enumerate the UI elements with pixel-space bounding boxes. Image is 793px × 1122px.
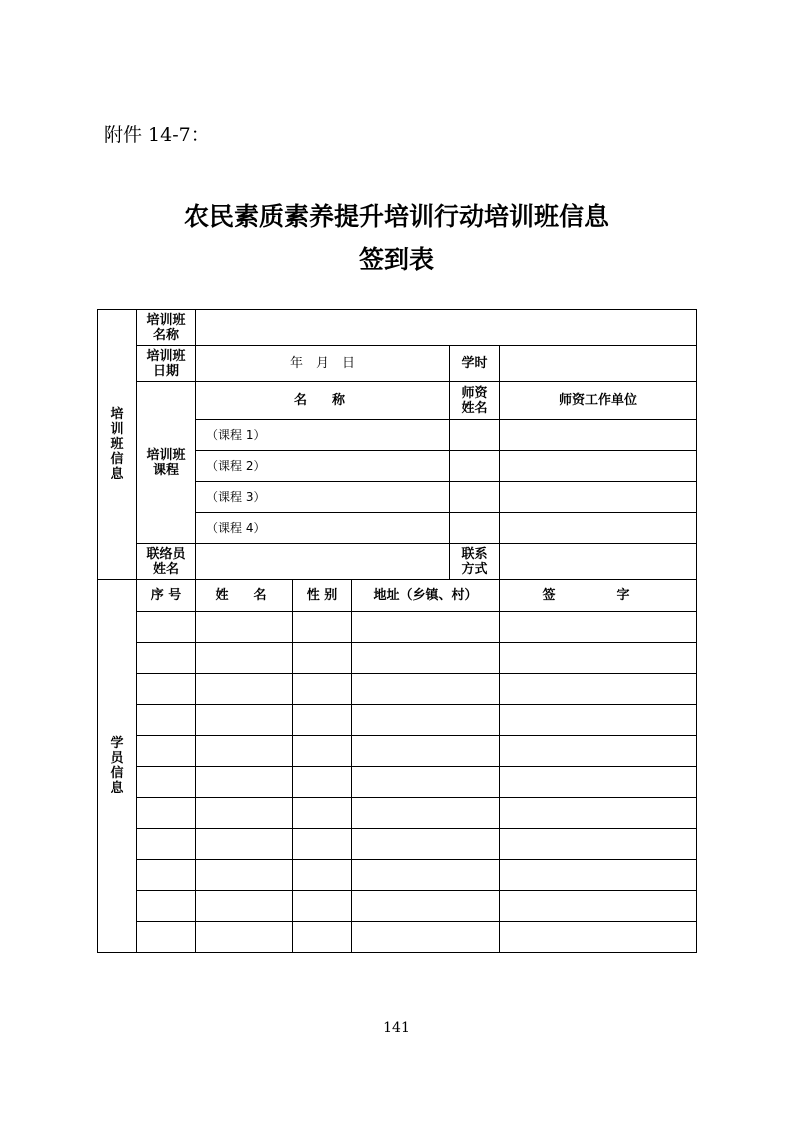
sign-cell[interactable] [500,767,697,798]
address-cell[interactable] [352,643,500,674]
address-header: 地址（乡镇、村） [352,580,500,612]
sign-cell[interactable] [500,612,697,643]
seq-cell[interactable] [137,674,196,705]
student-name-header: 姓 名 [196,580,293,612]
contact-name-field[interactable] [196,544,450,580]
student-row [98,705,697,736]
gender-header: 性 别 [293,580,352,612]
gender-cell[interactable] [293,705,352,736]
course-4-field[interactable]: （课程 4） [196,513,450,544]
address-cell[interactable] [352,767,500,798]
gender-cell[interactable] [293,798,352,829]
address-cell[interactable] [352,829,500,860]
seq-cell[interactable] [137,612,196,643]
seq-cell[interactable] [137,643,196,674]
gender-cell[interactable] [293,643,352,674]
contact-name-label: 联络员 姓名 [137,544,196,580]
teacher-unit-field[interactable] [500,482,697,513]
page-number: 141 [383,1020,410,1036]
address-cell[interactable] [352,612,500,643]
address-cell[interactable] [352,891,500,922]
contact-method-field[interactable] [500,544,697,580]
gender-cell[interactable] [293,767,352,798]
address-cell[interactable] [352,736,500,767]
name-cell[interactable] [196,643,293,674]
sign-cell[interactable] [500,736,697,767]
teacher-name-label: 师资 姓名 [450,382,500,420]
contact-row [98,544,697,580]
student-row [98,891,697,922]
sign-cell[interactable] [500,829,697,860]
course-header-row [98,382,697,420]
class-name-row [98,310,697,346]
address-cell[interactable] [352,922,500,953]
address-cell[interactable] [352,674,500,705]
teacher-unit-field[interactable] [500,420,697,451]
training-info-section-label: 培 训 班 信 息 [98,310,137,580]
seq-cell[interactable] [137,829,196,860]
teacher-name-field[interactable] [450,482,500,513]
address-cell[interactable] [352,798,500,829]
seq-cell[interactable] [137,798,196,829]
teacher-name-field[interactable] [450,451,500,482]
gender-cell[interactable] [293,891,352,922]
teacher-name-field[interactable] [450,513,500,544]
sign-cell[interactable] [500,674,697,705]
date-placeholder: 年 月 日 [289,356,355,371]
class-name-field[interactable] [196,310,697,346]
name-cell[interactable] [196,612,293,643]
name-cell[interactable] [196,736,293,767]
student-info-section-label: 学 员 信 息 [98,580,137,953]
sign-cell[interactable] [500,798,697,829]
contact-method-label: 联系 方式 [450,544,500,580]
attachment-label: 附件 14-7： [104,124,210,146]
address-cell[interactable] [352,860,500,891]
course-3-field[interactable]: （课程 3） [196,482,450,513]
gender-cell[interactable] [293,922,352,953]
seq-cell[interactable] [137,860,196,891]
sign-cell[interactable] [500,643,697,674]
course-2-field[interactable]: （课程 2） [196,451,450,482]
seq-cell[interactable] [137,705,196,736]
name-cell[interactable] [196,829,293,860]
student-row [98,860,697,891]
seq-cell[interactable] [137,922,196,953]
course-label: 培训班 课程 [137,382,196,544]
document-title: 农民素质素养提升培训行动培训班信息 [183,202,609,231]
class-date-label: 培训班 日期 [137,346,196,382]
sign-in-form-table [97,309,697,953]
sign-cell[interactable] [500,891,697,922]
teacher-name-field[interactable] [450,420,500,451]
gender-cell[interactable] [293,860,352,891]
name-cell[interactable] [196,674,293,705]
course-name-header: 名 称 [196,382,450,420]
name-cell[interactable] [196,860,293,891]
document-subtitle: 签到表 [358,245,434,274]
student-row [98,798,697,829]
student-row [98,767,697,798]
teacher-unit-label: 师资工作单位 [500,382,697,420]
sign-cell[interactable] [500,922,697,953]
name-cell[interactable] [196,767,293,798]
class-date-row [98,346,697,382]
name-cell[interactable] [196,922,293,953]
student-row [98,643,697,674]
class-name-label: 培训班 名称 [137,310,196,346]
teacher-unit-field[interactable] [500,513,697,544]
address-cell[interactable] [352,705,500,736]
student-row [98,829,697,860]
gender-cell[interactable] [293,674,352,705]
sign-cell[interactable] [500,860,697,891]
seq-header: 序 号 [137,580,196,612]
sign-cell[interactable] [500,705,697,736]
gender-cell[interactable] [293,736,352,767]
student-header-row [98,580,697,612]
hours-label: 学时 [450,346,500,382]
student-row [98,736,697,767]
seq-cell[interactable] [137,736,196,767]
gender-cell[interactable] [293,829,352,860]
sign-header: 签 字 [500,580,697,612]
seq-cell[interactable] [137,891,196,922]
name-cell[interactable] [196,891,293,922]
gender-cell[interactable] [293,612,352,643]
seq-cell[interactable] [137,767,196,798]
teacher-unit-field[interactable] [500,451,697,482]
course-1-field[interactable]: （课程 1） [196,420,450,451]
class-date-field[interactable] [196,346,450,382]
hours-field[interactable] [500,346,697,382]
name-cell[interactable] [196,798,293,829]
student-row [98,612,697,643]
student-row [98,674,697,705]
student-row [98,922,697,953]
name-cell[interactable] [196,705,293,736]
